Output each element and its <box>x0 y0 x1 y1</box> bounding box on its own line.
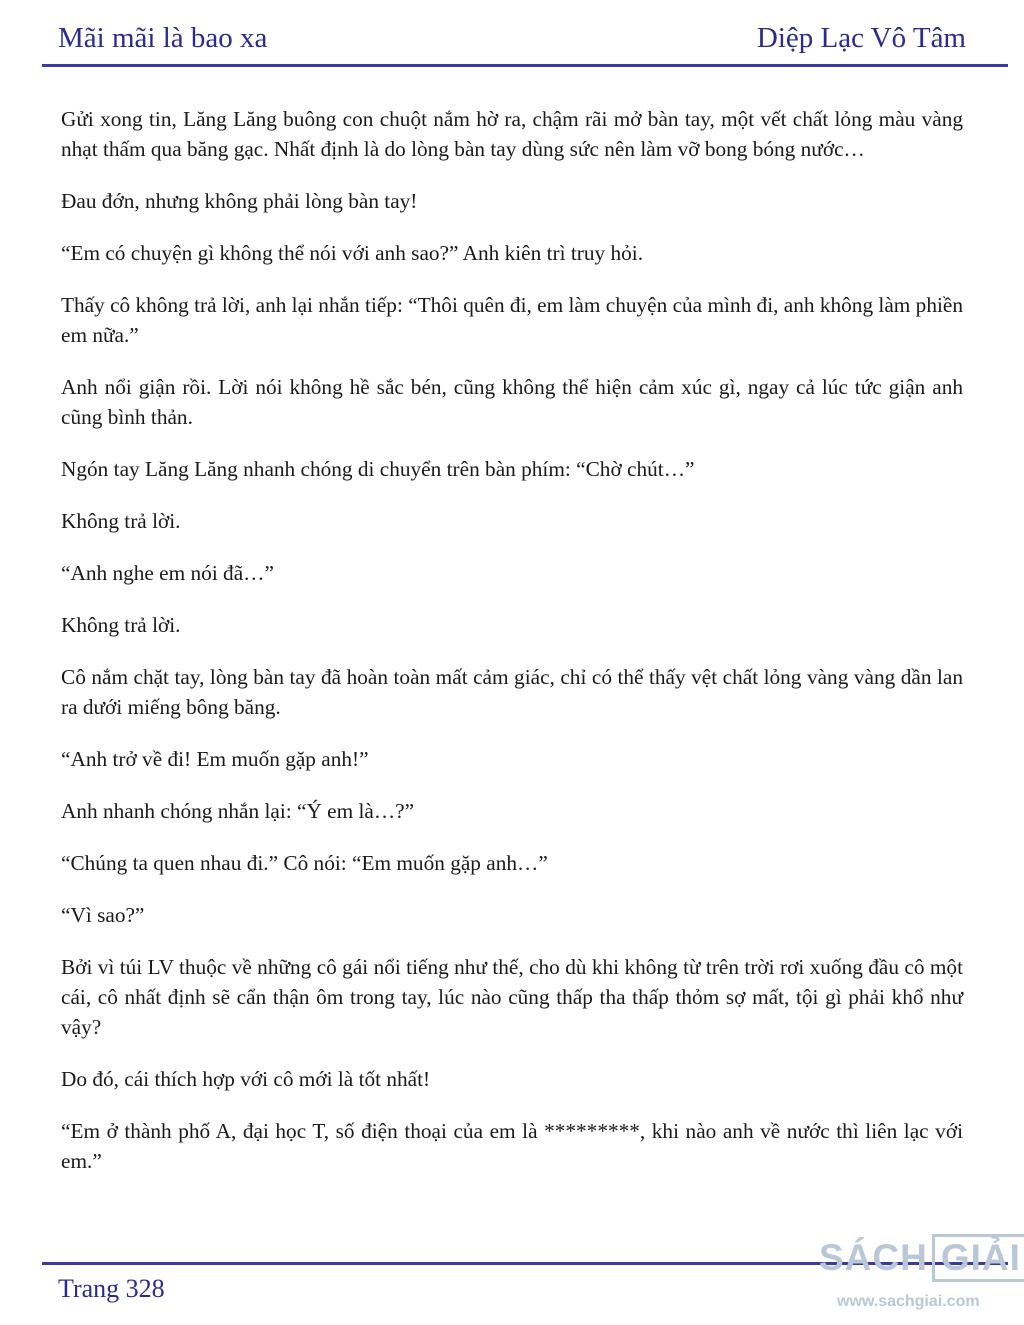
book-title: Mãi mãi là bao xa <box>58 22 268 54</box>
paragraph: Cô nắm chặt tay, lòng bàn tay đã hoàn toàn mất cảm giác, chỉ có thể thấy vệt chất lỏng vàng vàng dần lan ra dưới miếng bông băng. <box>61 665 963 719</box>
paragraph: “Chúng ta quen nhau đi.” Cô nói: “Em muốn gặp anh…” <box>61 851 548 875</box>
header-divider <box>42 64 1008 67</box>
paragraph: “Em ở thành phố A, đại học T, số điện thoại của em là *********, khi nào anh về nước thì liên lạc với em.” <box>61 1119 963 1173</box>
paragraph: Không trả lời. <box>61 509 181 533</box>
watermark-text-left: SÁCH <box>819 1237 928 1278</box>
paragraph: “Anh nghe em nói đã…” <box>61 561 274 585</box>
paragraph: Bởi vì túi LV thuộc về những cô gái nổi tiếng như thế, cho dù khi không từ trên trời rơi xuống đầu cô một cái, cô nhất định sẽ cẩn thận ôm trong tay, lúc nào cũng thấp tha thấp thỏm sợ mất, tội gì phải khổ như vậy? <box>61 955 963 1039</box>
watermark-wordmark <box>819 1234 1024 1282</box>
paragraph: “Vì sao?” <box>61 903 145 927</box>
paragraph: Không trả lời. <box>61 613 181 637</box>
paragraph: Anh nổi giận rồi. Lời nói không hề sắc bén, cũng không thể hiện cảm xúc gì, ngay cả lúc tức giận anh cũng bình thản. <box>61 375 963 429</box>
watermark-text-right: GIẢI <box>932 1234 1024 1282</box>
page-body <box>61 104 963 1198</box>
paragraph: “Em có chuyện gì không thể nói với anh sao?” Anh kiên trì truy hỏi. <box>61 241 644 265</box>
page-header <box>0 0 1024 68</box>
watermark-url: www.sachgiai.com <box>837 1293 980 1310</box>
paragraph: Ngón tay Lăng Lăng nhanh chóng di chuyển trên bàn phím: “Chờ chút…” <box>61 457 695 481</box>
paragraph: Gửi xong tin, Lăng Lăng buông con chuột nắm hờ ra, chậm rãi mở bàn tay, một vết chất lỏng màu vàng nhạt thấm qua băng gạc. Nhất định là do lòng bàn tay dùng sức nên làm vỡ bong bóng nước… <box>61 107 963 161</box>
paragraph: Đau đớn, nhưng không phải lòng bàn tay! <box>61 189 418 213</box>
author-name: Diệp Lạc Vô Tâm <box>756 22 966 54</box>
watermark-logo <box>815 1222 1020 1318</box>
paragraph: Thấy cô không trả lời, anh lại nhắn tiếp: “Thôi quên đi, em làm chuyện của mình đi, anh không làm phiền em nữa.” <box>61 293 963 347</box>
page-number: Trang 328 <box>58 1274 165 1303</box>
paragraph: Anh nhanh chóng nhắn lại: “Ý em là…?” <box>61 799 415 823</box>
paragraph: “Anh trở về đi! Em muốn gặp anh!” <box>61 747 369 771</box>
paragraph: Do đó, cái thích hợp với cô mới là tốt nhất! <box>61 1067 431 1091</box>
